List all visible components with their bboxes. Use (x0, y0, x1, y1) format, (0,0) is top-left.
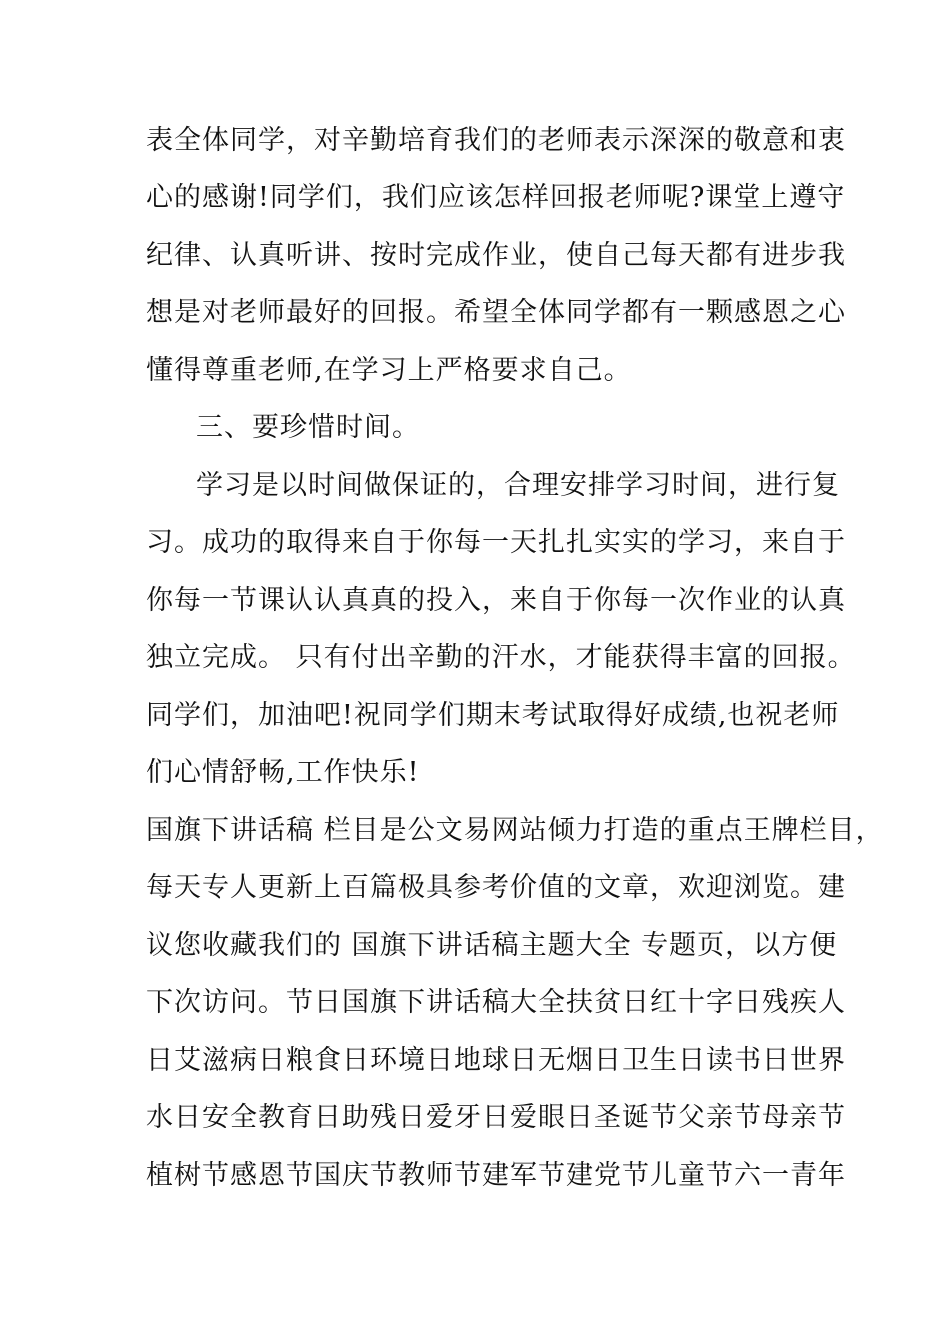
paragraph-line: 同学们，加油吧!祝同学们期末考试取得好成绩,也祝老师 (146, 700, 840, 731)
paragraph-line: 议您收藏我们的 国旗下讲话稿主题大全 专题页，以方便 (146, 930, 838, 961)
paragraph-line: 独立完成。 只有付出辛勤的汗水，才能获得丰富的回报。 (146, 642, 856, 673)
paragraph-line: 想是对老师最好的回报。希望全体同学都有一颗感恩之心 (146, 297, 846, 328)
paragraph-line: 学习是以时间做保证的，合理安排学习时间，进行复 (196, 470, 840, 501)
paragraph-line: 纪律、认真听讲、按时完成作业，使自己每天都有进步我 (146, 240, 846, 271)
section-heading: 三、要珍惜时间。 (196, 412, 420, 443)
paragraph-line: 懂得尊重老师,在学习上严格要求自己。 (146, 355, 632, 386)
paragraph-line: 们心情舒畅,工作快乐! (146, 757, 420, 788)
paragraph-line: 国旗下讲话稿 栏目是公文易网站倾力打造的重点王牌栏目， (146, 815, 884, 846)
paragraph-line: 水日安全教育日助残日爱牙日爱眼日圣诞节父亲节母亲节 (146, 1102, 846, 1133)
paragraph-line: 日艾滋病日粮食日环境日地球日无烟日卫生日读书日世界 (146, 1045, 846, 1076)
paragraph-line: 心的感谢!同学们，我们应该怎样回报老师呢?课堂上遵守 (146, 182, 846, 213)
paragraph-line: 习。成功的取得来自于你每一天扎扎实实的学习，来自于 (146, 527, 846, 558)
paragraph-line: 表全体同学，对辛勤培育我们的老师表示深深的敬意和衷 (146, 125, 846, 156)
paragraph-line: 下次访问。节日国旗下讲话稿大全扶贫日红十字日残疾人 (146, 987, 846, 1018)
paragraph-line: 你每一节课认认真真的投入，来自于你每一次作业的认真 (146, 585, 846, 616)
paragraph-line: 植树节感恩节国庆节教师节建军节建党节儿童节六一青年 (146, 1160, 846, 1191)
paragraph-line: 每天专人更新上百篇极具参考价值的文章，欢迎浏览。建 (146, 872, 846, 903)
